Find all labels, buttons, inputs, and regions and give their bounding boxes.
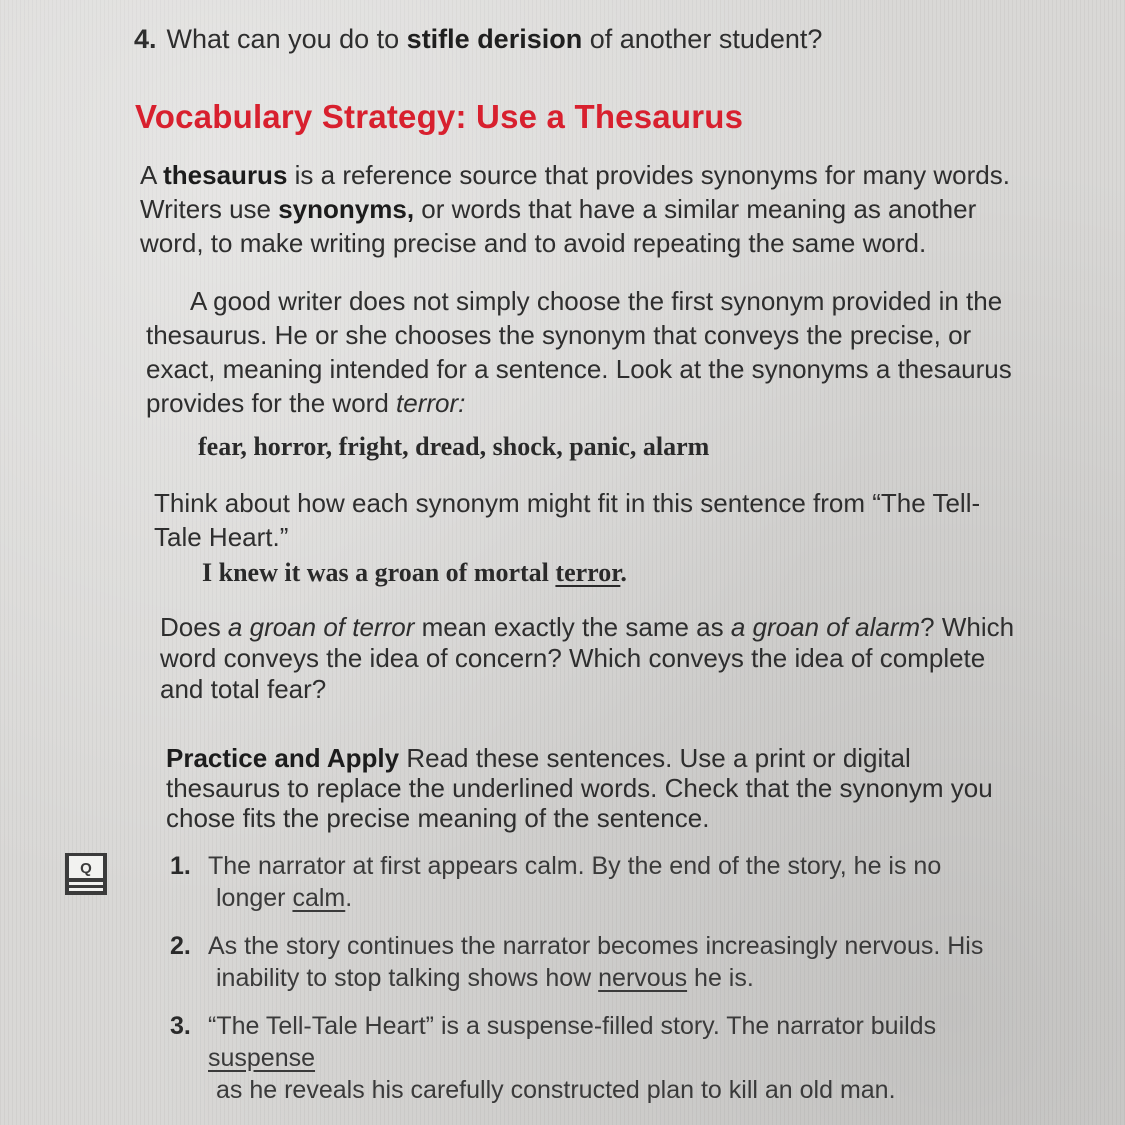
para1-text-1: A	[140, 160, 164, 190]
example-sentence	[202, 558, 627, 588]
section-heading: Vocabulary Strategy: Use a Thesaurus	[135, 98, 744, 135]
question-4	[134, 24, 822, 55]
item-2-line-1: As the story continues the narrator becomes increasingly nervous. His	[208, 932, 984, 960]
para4-text-1: Does	[160, 612, 228, 642]
synonym-list: fear, horror, fright, dread, shock, panic, alarm	[198, 432, 710, 461]
item-number: 3.	[170, 1012, 191, 1040]
example-sentence-start: I knew it was a groan of mortal	[202, 558, 556, 587]
item-2-line-2	[208, 962, 1010, 994]
item-3-line-2: as he reveals his carefully constructed plan to kill an old man.	[216, 1076, 896, 1104]
example-underlined-word: terror	[555, 558, 621, 587]
term-thesaurus: thesaurus	[163, 160, 288, 190]
practice-item-3	[170, 1010, 1010, 1106]
practice-label: Practice and Apply	[166, 743, 400, 773]
question-4-text-end: of another student?	[582, 24, 823, 54]
practice-and-apply	[166, 743, 996, 833]
item-2-underlined-word: nervous	[598, 964, 688, 992]
good-writer-paragraph	[146, 284, 1026, 420]
item-number: 2.	[170, 932, 191, 960]
item-1-line-2	[208, 882, 1010, 914]
term-synonyms: synonyms,	[278, 194, 415, 224]
item-1-line-1: The narrator at first appears calm. By the end of the story, he is no	[208, 852, 942, 880]
practice-items-list	[170, 850, 1010, 1122]
item-1-underlined-word: calm	[292, 884, 346, 912]
question-4-text-start: What can you do to	[166, 24, 407, 54]
practice-item-2	[170, 930, 1010, 994]
para2-text: A good writer does not simply choose the first synonym provided in the thesaurus. He or she chooses the synonym that conveys the precise, or exact, meaning intended for a sentence. Look at the synonyms a thesaurus provides for the word	[146, 286, 1012, 418]
item-3-underlined-word: suspense	[208, 1044, 316, 1072]
notebook-q-letter: Q	[80, 860, 92, 877]
groan-question-paragraph	[160, 612, 1030, 705]
phrase-groan-of-terror: a groan of terror	[227, 612, 415, 642]
para4-text-3: ? Which word conveys the idea of concern? Which conveys the idea of complete and total fear?	[160, 612, 1015, 704]
para4-text-2: mean exactly the same as	[414, 612, 731, 642]
item-2-end: he is.	[687, 964, 754, 992]
thesaurus-definition-paragraph	[140, 158, 1020, 260]
item-number: 1.	[170, 852, 191, 880]
practice-item-1	[170, 850, 1010, 914]
question-4-number: 4.	[134, 24, 157, 54]
item-1-text: longer	[216, 884, 293, 912]
para1-text-2: is a reference source that provides synonyms for many words. Writers use	[140, 160, 1010, 224]
word-terror: terror:	[396, 388, 466, 418]
item-2-text: inability to stop talking shows how	[216, 964, 599, 992]
phrase-groan-of-alarm: a groan of alarm	[730, 612, 921, 642]
example-sentence-end: .	[620, 558, 627, 587]
think-about-paragraph: Think about how each synonym might fit in this sentence from “The Tell-Tale Heart.”	[154, 488, 981, 552]
practice-instructions: Read these sentences. Use a print or digital thesaurus to replace the underlined words. Check that the synonym you chose fits the precise meaning of the sentence.	[166, 743, 993, 833]
question-4-bold-term: stifle derision	[406, 24, 583, 54]
item-3-line-1: “The Tell-Tale Heart” is a suspense-filled story. The narrator builds	[208, 1012, 937, 1040]
para1-text-3: or words that have a similar meaning as another word, to make writing precise and to avoid repeating the same word.	[140, 194, 977, 258]
item-1-end: .	[345, 884, 353, 912]
notebook-q-icon	[64, 852, 108, 896]
